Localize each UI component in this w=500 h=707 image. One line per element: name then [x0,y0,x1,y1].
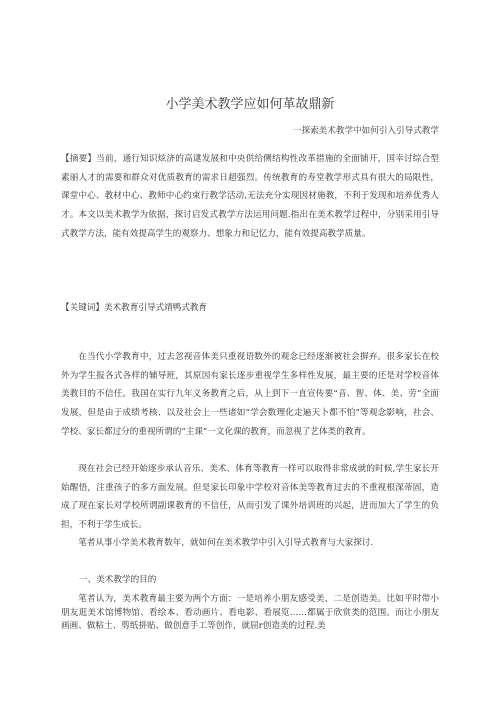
body-paragraph-1: 在当代小学教育中，过去忽视音体美只重视语数外的观念已经逐渐被社会摒弃。很多家长在校外为学生报各式各样的辅导班，其原因有家长逐步重视学生多样性发展，最主要的还是对学校音体美教目的不信任。我国在实行九年义务教育之后，从上到下一直宣传要“音、智、体、美、劳”全面发展，但是由于成绩考核、以及社会上一些诸如“学会数理化走遍天卜都不怕”等观念影响，社会、学校、家长都过分的重视所谓的“主课”一文化课的教育，而忽视了艺体类的教育。 [61,352,439,437]
body-paragraph-4: 笔者认为，美术教育最主要为两个方面：一是培养小朋友感受美，二是创造美。比如平时带小朋友逛美术馆博物馆、看绘本、看动画片、看电影、看展览……都属于欣赏类的范围。而让小朋友画画、做粘土、剪纸拼贴、做创意手工等创作，就屈r创造美的过程.美 [61,594,439,631]
section-heading: 一、美术教学的目的 [79,575,157,585]
body-paragraph-3: 笔者从事小学美术教育数年，就如何在美术教学中引入引导式教育与大家探讨. [78,538,374,548]
document-title: 小学美术教学应如何革故鼎新 [165,97,335,112]
abstract-paragraph: 【摘要】当前，通行知识炫济的高逮发展和中央供给侧结构性改革措施的全面铺开，国幸讨综合型素丽人才的需要和群众对优质教育的需求日超强烈。传统教育的寿堂教学形式具有很大的局限性，课堂中心、教材中心、教师中心约束行教学活动,无法充分实现因材施教，不利于发现和培养优秀人才。本文以美术教学为依据，探讨启发式教学方法运用问题.指出在美术教学过程中，分别采用引导式教学方法，能有效提高学生的观察力、想象力和记忆力，能有效提高教学质量。 [61,154,439,239]
keywords-line: 【关键词】美术教育引导式靖鸭式教育 [61,303,208,313]
body-paragraph-2: 现在社会已经开始逐步承认音乐、美术、体育等教育一样可以取得非常成就的时候,学生家长开始醒悟，注重孩子的多方面发展。但是家长印象中学校对音体美等教育过去的不重视根深蒂固，造成了现在家长对学校所谓副课教育的不信任，从而引发了课外培训班的兴起，进而加大了学生的负担，不利于学生成长。 [61,464,439,531]
document-subtitle: 一探索美术教学中如何引入引导式教学 [292,126,439,136]
